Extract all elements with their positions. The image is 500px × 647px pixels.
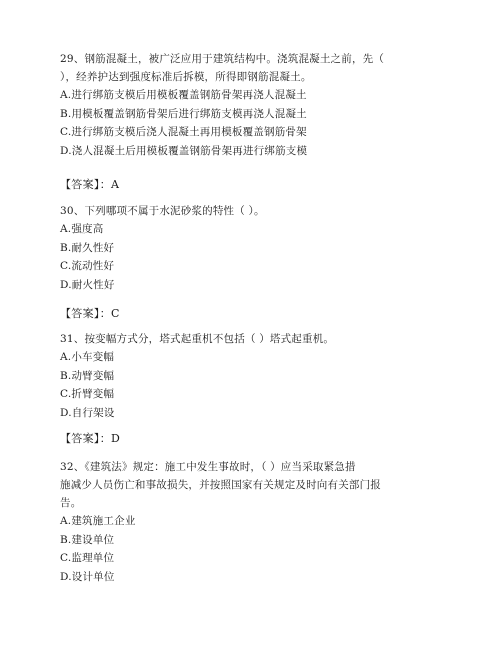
question-29 xyxy=(60,50,450,160)
option-d: D.设计单位 xyxy=(60,570,115,583)
stem-line: 施减少人员伤亡和事故损失，并按照国家有关规定及时向有关部门报 xyxy=(60,479,381,491)
option-d: D.浇人混凝土后用模板覆盖钢筋骨架再进行绑筋支模 xyxy=(60,144,308,157)
option-list xyxy=(60,512,450,586)
option-c: C.进行绑筋支模后浇人混凝土再用模板覆盖钢筋骨架 xyxy=(60,126,307,138)
option-a: A.建筑施工企业 xyxy=(60,515,136,527)
answer-30: 【答案】：C xyxy=(60,307,120,320)
option-d: D.耐火性好 xyxy=(60,278,115,291)
question-stem xyxy=(60,202,450,220)
option-a: A.强度高 xyxy=(60,223,104,235)
stem-line: 32、《建筑法》规定：施工中发生事故时，（ ）应当采取紧急措 xyxy=(60,461,356,473)
option-b: B.建设单位 xyxy=(60,533,115,546)
stem-line: 29、钢筋混凝土，被广泛应用于建筑结构中。浇筑混凝土之前，先（ xyxy=(60,53,385,65)
option-b: B.耐久性好 xyxy=(60,241,115,254)
stem-line: ），经养护达到强度标准后拆模，所得即钢筋混凝土。 xyxy=(60,71,312,83)
answer-29: 【答案】：A xyxy=(60,178,120,191)
option-b: B.动臂变幅 xyxy=(60,369,115,382)
option-c: C.监理单位 xyxy=(60,552,115,564)
option-b: B.用模板覆盖钢筋骨架后进行绑筋支模再浇人混凝土 xyxy=(60,107,307,120)
question-stem xyxy=(60,50,450,86)
question-30 xyxy=(60,202,450,294)
answer-31: 【答案】：D xyxy=(60,432,121,445)
option-a: A.进行绑筋支模后用模板覆盖钢筋骨架再浇人混凝土 xyxy=(60,89,307,101)
option-list xyxy=(60,86,450,160)
option-list xyxy=(60,348,450,422)
option-c: C.折臂变幅 xyxy=(60,388,115,400)
stem-line: 30、下列哪项不属于水泥砂浆的特性（ ）。 xyxy=(60,205,265,217)
stem-line: 31、按变幅方式分，塔式起重机不包括（ ）塔式起重机。 xyxy=(60,333,335,345)
option-list xyxy=(60,220,450,294)
stem-line: 告。 xyxy=(60,497,82,509)
option-c: C.流动性好 xyxy=(60,260,115,272)
question-stem xyxy=(60,458,450,512)
option-d: D.自行架设 xyxy=(60,406,115,419)
question-stem xyxy=(60,330,450,348)
question-32 xyxy=(60,458,450,586)
option-a: A.小车变幅 xyxy=(60,351,115,363)
question-31 xyxy=(60,330,450,422)
